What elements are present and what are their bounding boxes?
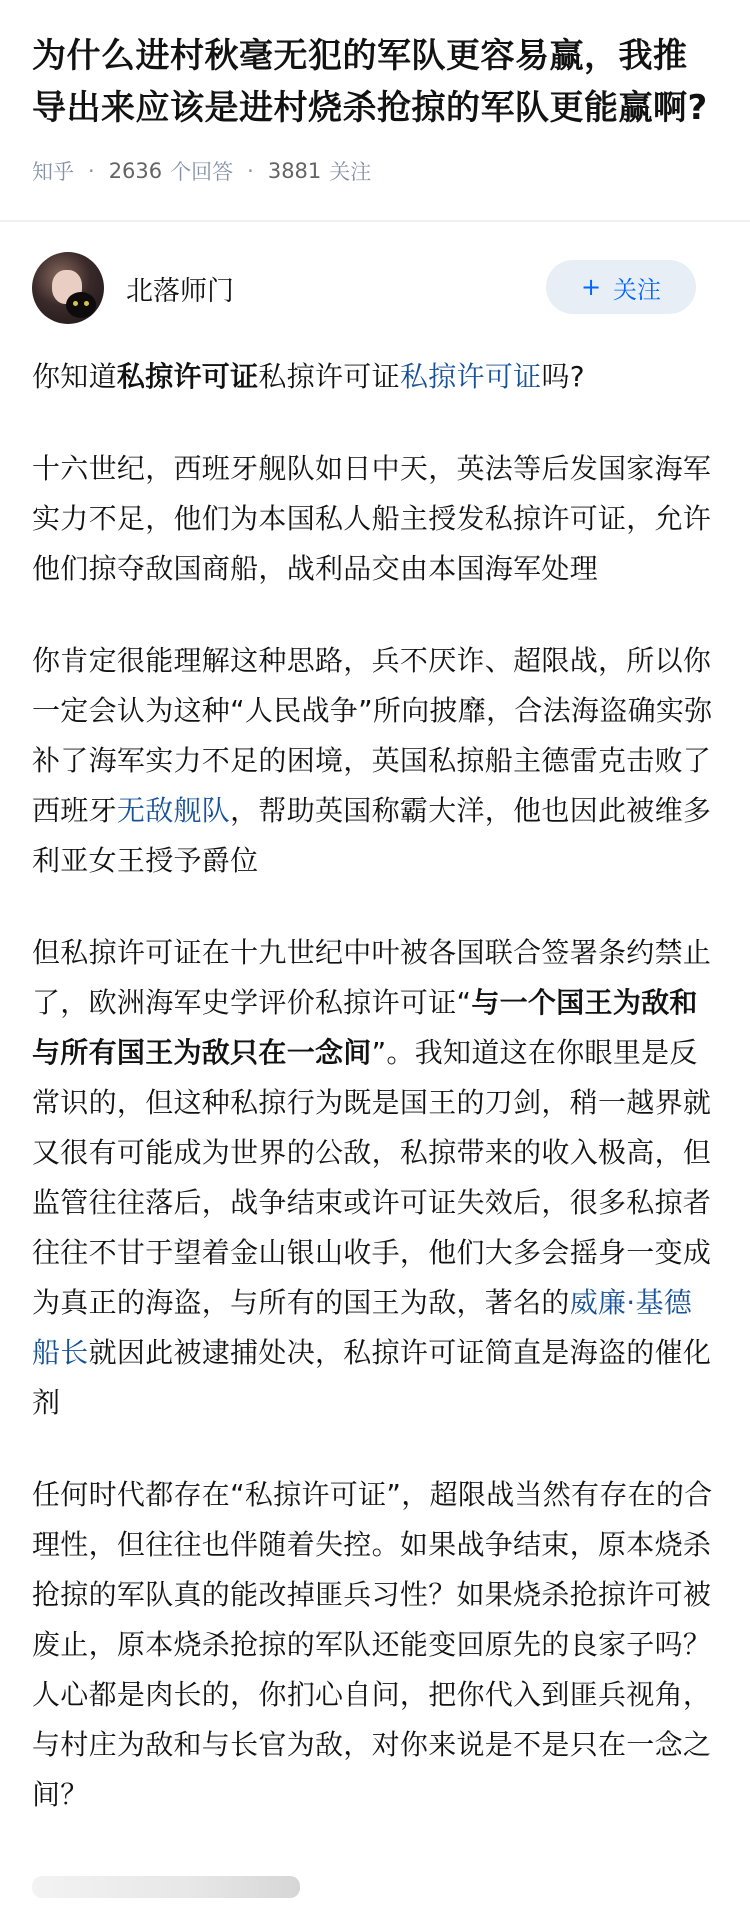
follow-label: 关注 — [613, 275, 662, 304]
avatar[interactable] — [32, 252, 104, 324]
text-span: 但私掠许可证在十九世纪中叶被各国联合签署条约禁止了，欧洲海军史学评价私掠许可证“ — [32, 936, 712, 1019]
question-meta — [32, 156, 718, 186]
bold-text: 私掠许可证 — [116, 360, 259, 393]
source-label[interactable]: 知乎 — [32, 160, 74, 184]
cat-eye — [73, 301, 78, 306]
text-span: 吗? — [541, 360, 585, 393]
followers-label: 关注 — [329, 160, 372, 184]
keyword-link[interactable]: 无敌舰队 — [116, 794, 231, 827]
text-span: 就因此被逮捕处决，私掠许可证简直是海盗的催化剂 — [32, 1336, 712, 1419]
follow-button[interactable] — [546, 260, 696, 314]
text-span: ”。我知道这在你眼里是反常识的，但这种私掠行为既是国王的刀剑，稍一越界就又很有可能成为世界的公敌，私掠带来的收入极高，但监管往往落后，战争结束或许可证失效后，很多私掠者往往不甘于望着金山银山收手，他们大多会摇身一变成为真正的海盗，与所有的国王为敌，著名的 — [32, 1036, 712, 1319]
meta-separator: · — [88, 159, 95, 183]
text-span: 你肯定很能理解这种思路，兵不厌诈、超限战，所以你一定会认为这种“人民战争”所向披靡，合法海盗确实弥补了海军实力不足的困境，英国私掠船主德雷克击败了西班牙 — [32, 644, 713, 827]
answers-label: 个回答 — [170, 160, 234, 184]
answers-count: 2636 — [108, 159, 163, 183]
answer-paragraph — [32, 352, 718, 402]
answer-paragraph — [32, 928, 718, 1428]
keyword-link[interactable]: 私掠许可证 — [399, 360, 542, 393]
plus-icon: + — [580, 273, 602, 301]
followers-count: 3881 — [267, 159, 322, 183]
avatar-cat — [66, 292, 96, 318]
author-name[interactable]: 北落师门 — [126, 275, 234, 307]
answer-paragraph: 任何时代都存在“私掠许可证”，超限战当然有存在的合理性，但往往也伴随着失控。如果战争结束，原本烧杀抢掠的军队真的能改掉匪兵习性？如果烧杀抢掠许可被废止，原本烧杀抢掠的军队还能变回原先的良家子吗？人心都是肉长的，你扪心自问，把你代入到匪兵视角，与村庄为敌和与长官为敌，对你来说是不是只在一念之间？ — [32, 1478, 713, 1811]
author-row — [0, 222, 750, 326]
cat-eye — [84, 301, 89, 306]
text-span: 私掠许可证 — [258, 360, 400, 393]
keyword-link[interactable]: 威廉·基德船长 — [32, 1286, 693, 1369]
loading-placeholder-bar — [32, 1876, 300, 1898]
bold-text: 与一个国王为敌和与所有国王为敌只在一念间 — [32, 986, 698, 1069]
meta-separator: · — [247, 159, 254, 183]
text-span: ，帮助英国称霸大洋，他也因此被维多利亚女王授予爵位 — [32, 794, 712, 877]
answer-paragraph: 十六世纪，西班牙舰队如日中天，英法等后发国家海军实力不足，他们为本国私人船主授发私掠许可证，允许他们掠夺敌国商船，战利品交由本国海军处理 — [32, 452, 712, 585]
text-span: 你知道 — [32, 360, 117, 393]
question-title[interactable]: 为什么进村秋毫无犯的军队更容易赢，我推导出来应该是进村烧杀抢掠的军队更能赢啊? — [32, 36, 708, 128]
answer-content — [0, 352, 750, 1820]
question-header — [0, 0, 750, 186]
answer-paragraph — [32, 636, 718, 886]
